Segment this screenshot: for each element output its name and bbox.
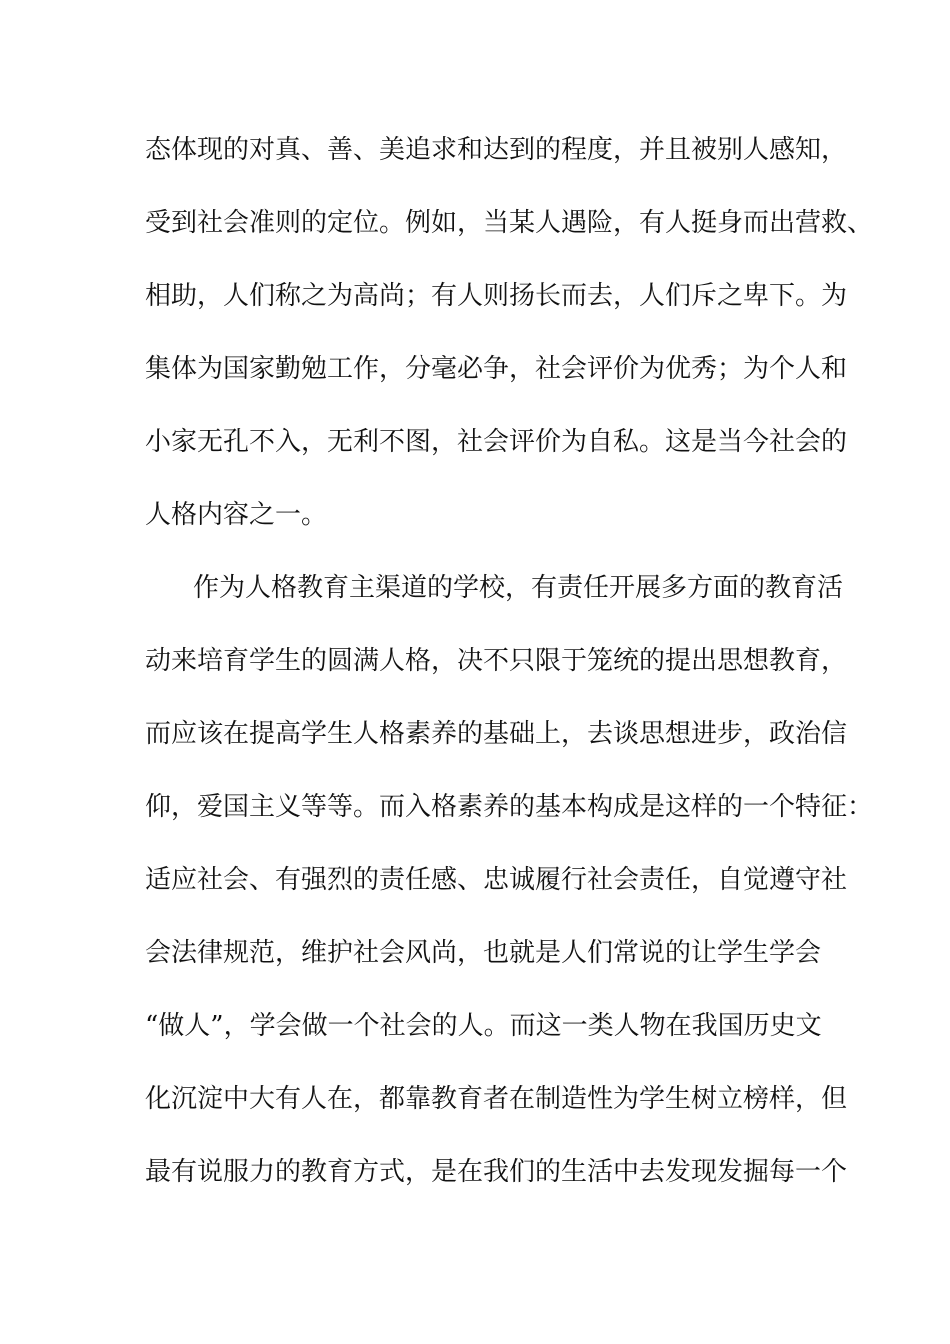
text-line: 化沉淀中大有人在，都靠教育者在制造性为学生树立榜样，但 bbox=[145, 1084, 848, 1114]
text-line: 最有说服力的教育方式，是在我们的生活中去发现发掘每一个 bbox=[145, 1157, 848, 1187]
text-line: 集体为国家勤勉工作，分毫必争，社会评价为优秀；为个人和 bbox=[145, 354, 848, 384]
text-line: 受到社会准则的定位。例如，当某人遇险，有人挺身而出营救、 bbox=[145, 208, 874, 238]
text-line: 适应社会、有强烈的责任感、忠诚履行社会责任，自觉遵守社 bbox=[145, 865, 848, 895]
text-line: 人格内容之一。 bbox=[145, 500, 328, 530]
text-line: 小家无孔不入，无利不图，社会评价为自私。这是当今社会的 bbox=[145, 427, 848, 457]
text-line: 仰，爱国主义等等。而入格素养的基本构成是这样的一个特征： bbox=[145, 792, 874, 822]
text-line: “做人”，学会做一个社会的人。而这一类人物在我国历史文 bbox=[145, 1011, 822, 1041]
text-line: 动来培育学生的圆满人格，决不只限于笼统的提出思想教育， bbox=[145, 646, 848, 676]
text-line: 会法律规范，维护社会风尚，也就是人们常说的让学生学会 bbox=[145, 938, 822, 968]
text-line: 相助，人们称之为高尚；有人则扬长而去，人们斥之卑下。为 bbox=[145, 281, 848, 311]
text-line: 而应该在提高学生人格素养的基础上，去谈思想进步，政治信 bbox=[145, 719, 848, 749]
body-text bbox=[145, 124, 874, 1219]
paragraph-first-line: 作为人格教育主渠道的学校，有责任开展多方面的教育活 bbox=[193, 573, 844, 603]
text-line: 态体现的对真、善、美追求和达到的程度，并且被别人感知， bbox=[145, 135, 848, 165]
